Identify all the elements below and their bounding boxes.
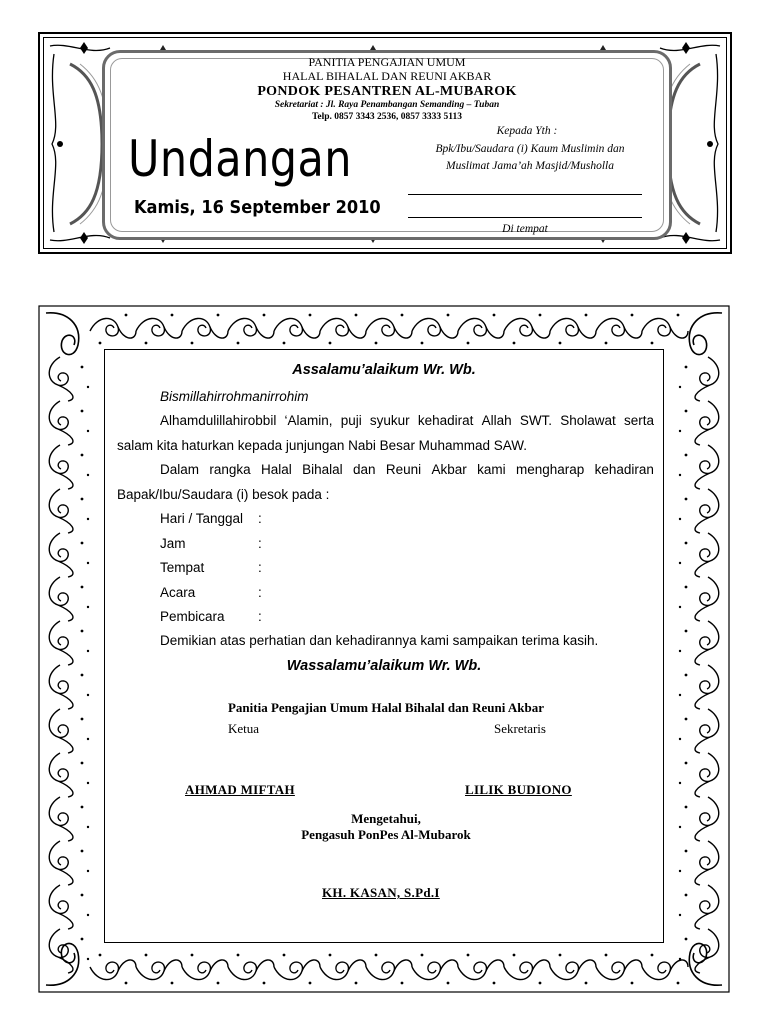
ornament-dot xyxy=(679,518,681,520)
ornament-dot xyxy=(87,958,89,960)
word: Halal xyxy=(260,462,292,477)
ornament-dot xyxy=(585,314,588,317)
ornament-dot xyxy=(355,982,358,985)
opening-greeting: Assalamu’alaikum Wr. Wb. xyxy=(292,362,476,378)
ornament-dot xyxy=(87,914,89,916)
ornament-dot xyxy=(685,850,688,853)
institution-name: PONDOK PESANTREN AL-MUBAROK xyxy=(257,84,517,99)
word: Allah xyxy=(481,413,512,428)
scroll-ornament xyxy=(700,841,719,869)
ornament-dot xyxy=(81,718,84,721)
scroll-ornament xyxy=(700,577,719,605)
scroll-ornament xyxy=(58,605,73,621)
scroll-ornament xyxy=(164,327,182,338)
scroll-ornament xyxy=(700,533,719,561)
ornament-dot xyxy=(493,982,496,985)
ornament-dot xyxy=(309,982,312,985)
chairman-name: AHMAD MIFTAH xyxy=(185,782,295,797)
ornament-dot xyxy=(217,982,220,985)
ornament-dot xyxy=(81,850,84,853)
scroll-ornament xyxy=(58,429,73,445)
scroll-ornament xyxy=(58,737,73,753)
scroll-ornament xyxy=(49,753,68,781)
word: serta xyxy=(623,413,654,428)
scroll-ornament xyxy=(58,869,73,885)
ornament-dot xyxy=(679,430,681,432)
ornament-dot xyxy=(685,454,688,457)
word: SWT. xyxy=(519,413,553,428)
word: Akbar xyxy=(431,462,467,477)
scroll-ornament xyxy=(58,957,73,973)
ornament-dot xyxy=(679,386,681,388)
scroll-ornament xyxy=(578,960,596,971)
scroll-ornament xyxy=(700,885,719,913)
ornament-dot xyxy=(283,342,286,345)
scroll-ornament xyxy=(695,737,710,753)
scroll-ornament xyxy=(58,517,73,533)
ornament-dot xyxy=(87,562,89,564)
scroll-ornament xyxy=(700,621,719,649)
ornament-dot xyxy=(81,542,84,545)
ornament-dot xyxy=(81,630,84,633)
scroll-ornament xyxy=(596,962,624,979)
ornament-dot xyxy=(401,982,404,985)
scroll-ornament xyxy=(136,962,164,979)
role-secretary: Sekretaris xyxy=(494,721,546,736)
ornament-dot xyxy=(81,938,84,941)
address-blank-line xyxy=(408,194,642,195)
word: kehadirat xyxy=(417,413,474,428)
ornament-dot xyxy=(81,454,84,457)
scroll-ornament xyxy=(49,577,68,605)
ornament-dot xyxy=(125,314,128,317)
caretaker-name: KH. KASAN, S.Pd.I xyxy=(322,885,440,900)
scroll-ornament xyxy=(700,753,719,781)
recipient-line: Muslimat Jama’ah Masjid/Musholla xyxy=(445,160,615,172)
scroll-ornament xyxy=(695,473,710,489)
detail-separator: : xyxy=(258,560,262,575)
ornament-dot xyxy=(81,806,84,809)
ornament-dot xyxy=(559,342,562,345)
scroll-ornament xyxy=(49,489,68,517)
ornament-dot xyxy=(191,342,194,345)
detail-row-date xyxy=(160,511,262,526)
ornament-dot xyxy=(81,498,84,501)
ornament-dot xyxy=(447,982,450,985)
ornament-dot xyxy=(679,738,681,740)
scroll-ornament xyxy=(624,960,642,971)
ornament-dot xyxy=(87,782,89,784)
scroll-ornament xyxy=(486,960,504,971)
scroll-ornament xyxy=(695,605,710,621)
scroll-ornament xyxy=(596,318,624,335)
committee-name: PANITIA PENGAJIAN UMUM xyxy=(308,55,466,69)
ornament-dot xyxy=(685,894,688,897)
scroll-ornament xyxy=(49,401,68,429)
ornament-dot xyxy=(605,954,608,957)
word: puji xyxy=(340,413,362,428)
scroll-ornament xyxy=(504,962,532,979)
ornament-dot xyxy=(685,938,688,941)
detail-label: Pembicara xyxy=(160,609,225,624)
ornament-dot xyxy=(263,314,266,317)
ornament-dot xyxy=(171,314,174,317)
ornament-dot xyxy=(329,342,332,345)
detail-label: Jam xyxy=(160,536,186,551)
scroll-ornament xyxy=(695,561,710,577)
closing-sentence: Demikian atas perhatian dan kehadirannya kami sampaikan terima kasih. xyxy=(160,633,599,648)
ornament-dot xyxy=(355,314,358,317)
recipient-line: Bpk/Ibu/Saudara (i) Kaum Muslimin dan xyxy=(435,143,625,155)
scroll-ornament xyxy=(49,929,68,957)
scroll-ornament xyxy=(182,318,210,335)
scroll-ornament xyxy=(700,489,719,517)
ornament-dot xyxy=(651,954,654,957)
ornament-dot xyxy=(99,342,102,345)
scroll-ornament xyxy=(695,429,710,445)
scroll-ornament xyxy=(90,962,118,979)
detail-separator: : xyxy=(258,536,262,551)
scroll-ornament xyxy=(320,318,348,335)
ornament-dot xyxy=(539,982,542,985)
ornament-dot xyxy=(87,474,89,476)
ornament-dot xyxy=(493,314,496,317)
scroll-ornament xyxy=(532,960,550,971)
ornament-dot xyxy=(679,606,681,608)
word: syukur xyxy=(369,413,410,428)
scroll-ornament xyxy=(274,962,302,979)
paragraph-1-line-1 xyxy=(160,413,654,428)
scroll-ornament xyxy=(58,385,73,401)
scroll-ornament xyxy=(366,962,394,979)
ornament-dot xyxy=(81,762,84,765)
ornament-dot xyxy=(447,314,450,317)
ornament-dot xyxy=(685,542,688,545)
ornament-dot xyxy=(81,410,84,413)
scroll-ornament xyxy=(320,962,348,979)
scroll-ornament xyxy=(412,962,440,979)
scroll-ornament xyxy=(49,885,68,913)
ornament-dot xyxy=(87,518,89,520)
scroll-ornament xyxy=(348,327,366,338)
ornament-dot xyxy=(81,586,84,589)
scroll-ornament xyxy=(118,960,136,971)
ornament-dot xyxy=(651,342,654,345)
ornament-dot xyxy=(585,982,588,985)
ornament-dot xyxy=(87,694,89,696)
committee-signature-heading: Panitia Pengajian Umum Halal Bihalal dan Reuni Akbar xyxy=(227,700,545,715)
detail-row-place xyxy=(160,560,262,575)
scroll-ornament xyxy=(348,960,366,971)
detail-row-event xyxy=(160,585,262,600)
bismillah-line: Bismillahirrohmanirrohim xyxy=(160,389,309,404)
scroll-ornament xyxy=(458,962,486,979)
ornament-dot xyxy=(467,342,470,345)
scroll-ornament xyxy=(228,318,256,335)
scroll-ornament xyxy=(550,318,578,335)
paragraph-2-line-1 xyxy=(160,462,654,477)
detail-separator: : xyxy=(258,609,262,624)
scroll-ornament xyxy=(164,960,182,971)
scroll-ornament xyxy=(58,781,73,797)
scroll-ornament xyxy=(695,869,710,885)
scroll-ornament xyxy=(700,401,719,429)
ornament-dot xyxy=(559,954,562,957)
ornament-dot xyxy=(677,982,680,985)
ornament-dot xyxy=(685,806,688,809)
ornament-dot xyxy=(685,630,688,633)
ornament-dot xyxy=(329,954,332,957)
word: Dalam xyxy=(160,462,200,477)
scroll-ornament xyxy=(578,327,596,338)
secretary-name: LILIK BUDIONO xyxy=(465,782,572,797)
ornament-dot xyxy=(237,954,240,957)
ornament-dot xyxy=(685,410,688,413)
acknowledged-by: Mengetahui, xyxy=(351,811,421,826)
closing-greeting: Wassalamu’alaikum Wr. Wb. xyxy=(286,658,482,674)
invitation-title: Undangan xyxy=(128,130,352,188)
detail-label: Hari / Tanggal xyxy=(160,511,244,526)
ornament-dot xyxy=(401,314,404,317)
scroll-ornament xyxy=(58,473,73,489)
ornament-dot xyxy=(513,342,516,345)
ornament-dot xyxy=(99,954,102,957)
scroll-ornament xyxy=(49,621,68,649)
scroll-ornament xyxy=(302,327,320,338)
scroll-ornament xyxy=(118,327,136,338)
scroll-ornament xyxy=(670,960,688,971)
recipient-heading: Kepada Yth : xyxy=(496,125,558,137)
word: kehadiran xyxy=(594,462,654,477)
scroll-ornament xyxy=(440,327,458,338)
scroll-ornament xyxy=(256,327,274,338)
scroll-ornament xyxy=(256,960,274,971)
paragraph-2-line-2: Bapak/Ibu/Saudara (i) besok pada : xyxy=(117,487,330,502)
ornament-dot xyxy=(539,314,542,317)
invitation-date: Kamis, 16 September 2010 xyxy=(134,197,381,218)
ornament-dot xyxy=(685,762,688,765)
ornament-dot xyxy=(685,674,688,677)
ornament-dot xyxy=(679,782,681,784)
scroll-ornament xyxy=(182,962,210,979)
word: Reuni xyxy=(385,462,422,477)
place-note: Di tempat xyxy=(502,223,548,235)
ornament-dot xyxy=(679,914,681,916)
scroll-ornament xyxy=(695,913,710,929)
scroll-ornament xyxy=(700,445,719,473)
scroll-ornament xyxy=(670,327,688,338)
scroll-ornament xyxy=(210,960,228,971)
ornament-dot xyxy=(679,958,681,960)
ornament-dot xyxy=(685,718,688,721)
ornament-dot xyxy=(467,954,470,957)
ornament-dot xyxy=(81,894,84,897)
ornament-dot xyxy=(237,342,240,345)
scroll-ornament xyxy=(532,327,550,338)
secretariat-address: Sekretariat : Jl. Raya Penambangan Semanding – Tuban xyxy=(274,100,500,110)
ornament-dot xyxy=(513,954,516,957)
word: dan xyxy=(352,462,376,477)
ornament-dot xyxy=(679,870,681,872)
ornament-dot xyxy=(375,342,378,345)
detail-label: Acara xyxy=(160,585,196,600)
ornament-dot xyxy=(171,982,174,985)
scroll-ornament xyxy=(210,327,228,338)
phone-numbers: Telp. 0857 3343 2536, 0857 3333 5113 xyxy=(311,112,463,122)
ornament-dot xyxy=(631,982,634,985)
scroll-ornament xyxy=(642,962,670,979)
detail-row-speaker xyxy=(160,609,262,624)
scroll-ornament xyxy=(274,318,302,335)
ornament-dot xyxy=(87,738,89,740)
scroll-ornament xyxy=(440,960,458,971)
scroll-ornament xyxy=(695,957,710,973)
detail-separator: : xyxy=(258,585,262,600)
ornament-dot xyxy=(87,650,89,652)
role-chairman: Ketua xyxy=(228,721,260,736)
ornament-dot xyxy=(145,342,148,345)
ornament-dot xyxy=(87,606,89,608)
detail-separator: : xyxy=(258,511,262,526)
ornament-dot xyxy=(605,342,608,345)
word: mengharap xyxy=(515,462,585,477)
scroll-ornament xyxy=(302,960,320,971)
word: rangka xyxy=(209,462,251,477)
ornament-dot xyxy=(421,342,424,345)
ornament-dot xyxy=(685,586,688,589)
word: kami xyxy=(477,462,506,477)
scroll-ornament xyxy=(58,913,73,929)
scroll-ornament xyxy=(695,517,710,533)
scroll-ornament xyxy=(228,962,256,979)
acknowledger-role: Pengasuh PonPes Al-Mubarok xyxy=(301,827,471,842)
detail-label: Tempat xyxy=(160,560,205,575)
event-name: HALAL BIHALAL DAN REUNI AKBAR xyxy=(282,69,492,83)
ornament-dot xyxy=(679,474,681,476)
address-blank-line xyxy=(408,217,642,218)
scroll-ornament xyxy=(695,385,710,401)
word: ‘Alamin, xyxy=(284,413,333,428)
ornament-dot xyxy=(421,954,424,957)
ornament-dot xyxy=(81,674,84,677)
ornament-dot xyxy=(263,982,266,985)
scroll-ornament xyxy=(366,318,394,335)
scroll-ornament xyxy=(49,841,68,869)
scroll-ornament xyxy=(136,318,164,335)
scroll-ornament xyxy=(49,445,68,473)
ornament-dot xyxy=(87,430,89,432)
scroll-ornament xyxy=(90,318,118,335)
paragraph-1-line-2: salam kita haturkan kepada junjungan Nabi Besar Muhammad SAW. xyxy=(117,438,527,453)
scroll-ornament xyxy=(700,929,719,957)
scroll-ornament xyxy=(58,561,73,577)
scroll-ornament xyxy=(458,318,486,335)
scroll-ornament xyxy=(394,960,412,971)
ornament-dot xyxy=(87,386,89,388)
scroll-ornament xyxy=(394,327,412,338)
detail-row-time xyxy=(160,536,262,551)
word: Bihalal xyxy=(302,462,343,477)
scroll-ornament xyxy=(49,533,68,561)
scroll-ornament xyxy=(624,327,642,338)
ornament-dot xyxy=(309,314,312,317)
ornament-dot xyxy=(375,954,378,957)
ornament-dot xyxy=(217,314,220,317)
ornament-dot xyxy=(679,650,681,652)
ornament-dot xyxy=(631,314,634,317)
ornament-dot xyxy=(283,954,286,957)
ornament-dot xyxy=(679,562,681,564)
ornament-dot xyxy=(125,982,128,985)
scroll-ornament xyxy=(695,781,710,797)
scroll-ornament xyxy=(486,327,504,338)
ornament-dot xyxy=(679,694,681,696)
ornament-dot xyxy=(191,954,194,957)
envelope-card xyxy=(38,32,732,254)
scroll-ornament xyxy=(504,318,532,335)
ornament-dot xyxy=(145,954,148,957)
ornament-dot xyxy=(677,314,680,317)
scroll-ornament xyxy=(642,318,670,335)
ornament-dot xyxy=(87,870,89,872)
word: Alhamdulillahirobbil xyxy=(160,413,277,428)
invitation-letter xyxy=(38,305,730,993)
ornament-dot xyxy=(685,498,688,501)
word: Sholawat xyxy=(560,413,616,428)
scroll-ornament xyxy=(550,962,578,979)
scroll-ornament xyxy=(412,318,440,335)
